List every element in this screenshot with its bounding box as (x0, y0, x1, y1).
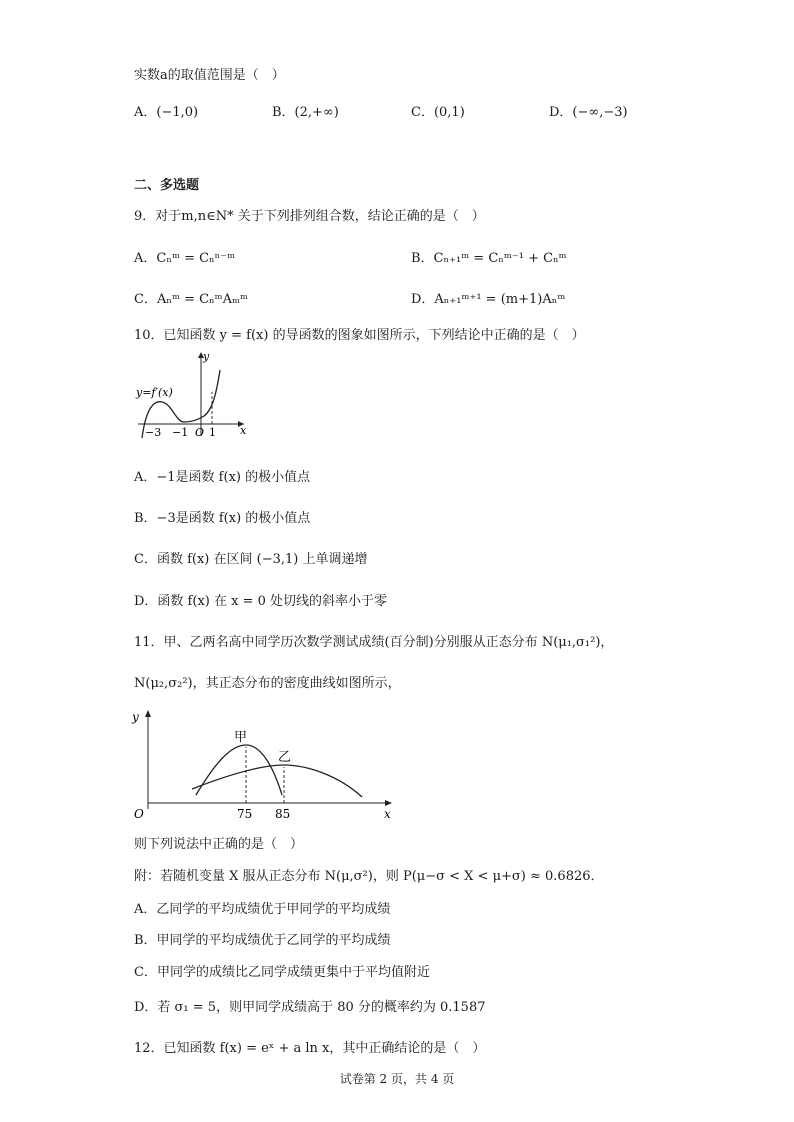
q11-stem-line2: N(μ₂,σ₂²)，其正态分布的密度曲线如图所示， (134, 676, 401, 691)
q11-option-d: D．若 σ₁ = 5，则甲同学成绩高于 80 分的概率约为 0.1587 (134, 1000, 486, 1015)
q11-tick-75: 75 (237, 807, 253, 821)
q11-x-axis-arrow (385, 800, 392, 806)
page-footer: 试卷第 2 页，共 4 页 (339, 1072, 455, 1086)
q11-option-b: B．甲同学的平均成绩优于乙同学的平均成绩 (134, 933, 391, 948)
q10-tick-neg3: −3 (145, 426, 162, 439)
q10-derivative-graph (134, 348, 254, 440)
q8-option-b: B．(2,+∞) (272, 105, 339, 120)
q11-tick-85: 85 (275, 807, 291, 821)
q11-option-c: C．甲同学的成绩比乙同学成绩更集中于平均值附近 (134, 965, 430, 980)
q10-option-b: B．−3是函数 f(x) 的极小值点 (134, 511, 311, 526)
q8-tail: 实数a的取值范围是（ ） (134, 68, 285, 83)
q11-label-jia: 甲 (234, 730, 248, 745)
q11-question: 则下列说法中正确的是（ ） (134, 837, 304, 852)
q11-label-yi: 乙 (278, 750, 292, 765)
q11-stem-line1: 11．甲、乙两名高中同学历次数学测试成绩(百分制)分别服从正态分布 N(μ₁,σ₁²)， (134, 635, 614, 650)
q8-option-c: C．(0,1) (411, 105, 465, 120)
q10-x-label: x (240, 424, 247, 437)
section-title-multi-choice: 二、多选题 (134, 178, 200, 193)
q10-tick-origin: O (195, 426, 205, 439)
q12-stem: 12．已知函数 f(x) = eˣ + a ln x，其中正确结论的是（ ） (134, 1041, 486, 1056)
q11-normal-density-graph (128, 705, 398, 823)
q11-origin-label: O (134, 807, 144, 821)
q9-option-d: D．Aₙ₊₁ᵐ⁺¹ = (m+1)Aₙᵐ (411, 292, 566, 307)
q9-option-a: A．Cₙᵐ = Cₙⁿ⁻ᵐ (134, 251, 236, 266)
q10-curve-label: y=f′(x) (136, 386, 173, 399)
q10-tick-1: 1 (209, 426, 216, 439)
q10-option-c: C．函数 f(x) 在区间 (−3,1) 上单调递增 (134, 552, 368, 567)
q10-option-d: D．函数 f(x) 在 x = 0 处切线的斜率小于零 (134, 594, 387, 609)
q9-option-b: B．Cₙ₊₁ᵐ = Cₙᵐ⁻¹ + Cₙᵐ (411, 251, 567, 266)
q11-note: 附：若随机变量 X 服从正态分布 N(μ,σ²)，则 P(μ−σ < X < μ+σ) ≈ 0.6826． (134, 869, 604, 884)
q11-y-label: y (132, 710, 139, 724)
q8-option-a: A．(−1,0) (134, 105, 199, 120)
q9-option-c: C．Aₙᵐ = CₙᵐAₘᵐ (134, 292, 248, 307)
q11-y-axis-arrow (145, 710, 151, 717)
q11-option-a: A．乙同学的平均成绩优于甲同学的平均成绩 (134, 902, 391, 917)
q11-curve-jia (196, 745, 282, 795)
q9-stem: 9．对于m,n∈N* 关于下列排列组合数，结论正确的是（ ） (134, 209, 485, 224)
q10-option-a: A．−1是函数 f(x) 的极小值点 (134, 470, 311, 485)
q10-y-label: y (203, 350, 210, 363)
q10-tick-neg1: −1 (172, 426, 189, 439)
q11-x-label: x (384, 807, 391, 821)
q8-option-d: D．(−∞,−3) (549, 105, 628, 120)
q10-stem: 10．已知函数 y = f(x) 的导函数的图象如图所示，下列结论中正确的是（ ） (134, 328, 585, 343)
